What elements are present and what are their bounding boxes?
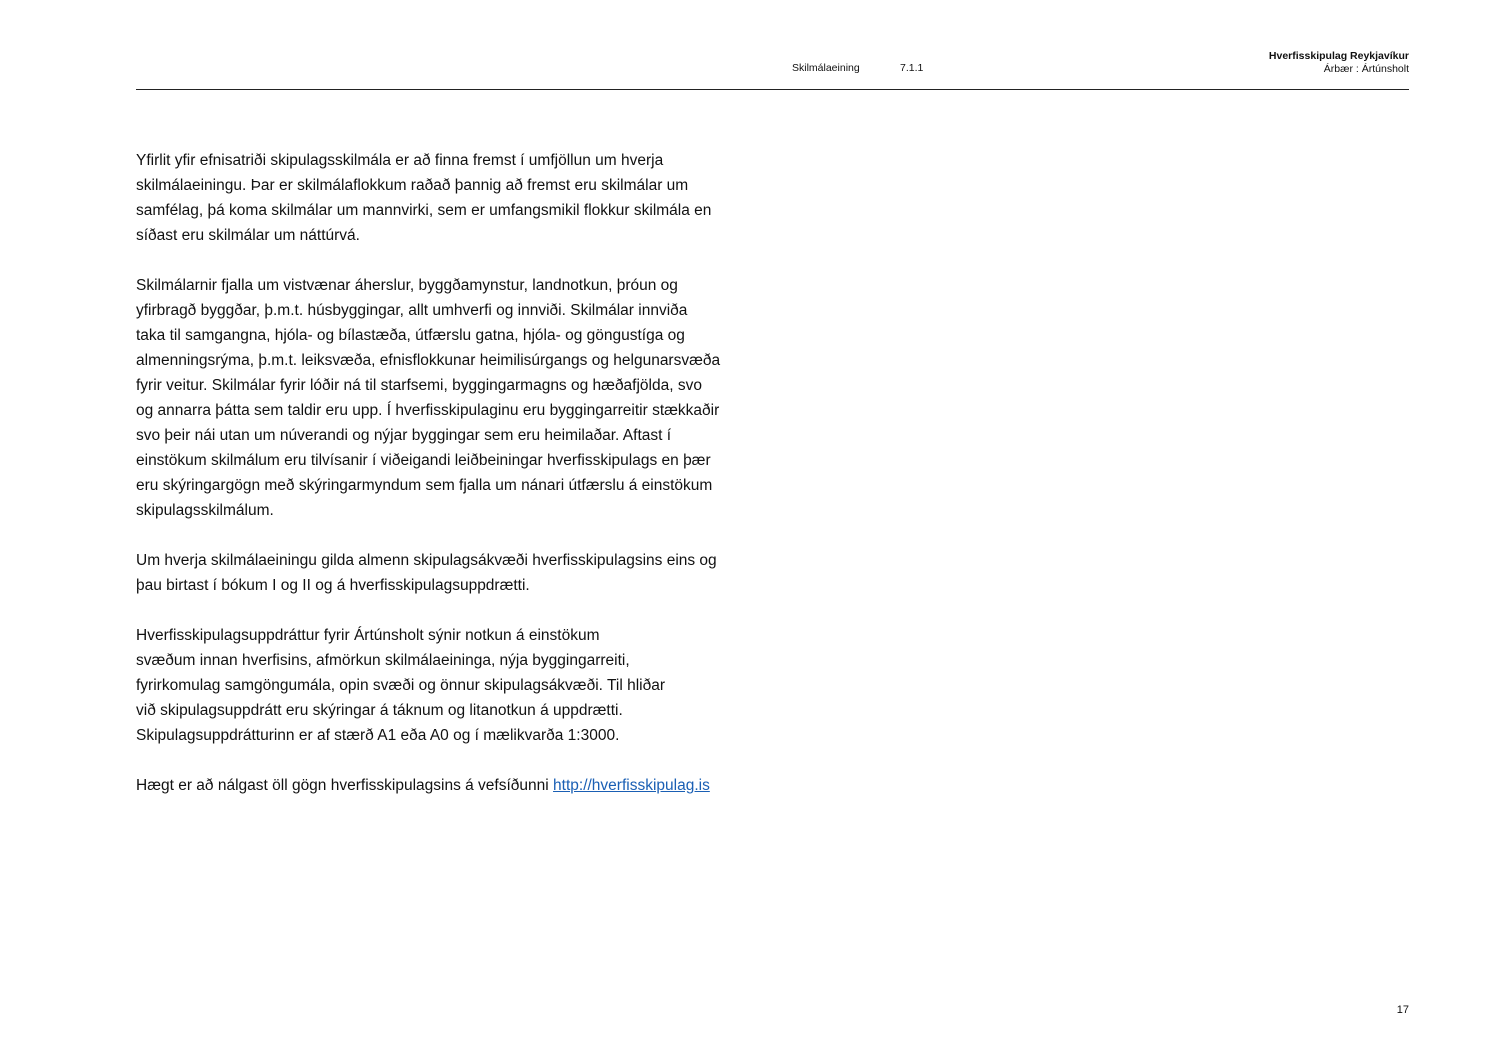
text-line: fyrir veitur. Skilmálar fyrir lóðir ná til starfsemi, byggingarmagns og hæðafjölda, svo [136, 377, 702, 394]
text-line: skilmálaeiningu. Þar er skilmálaflokkum raðað þannig að fremst eru skilmálar um [136, 177, 689, 194]
document-subtitle: Árbær : Ártúnsholt [1323, 63, 1409, 75]
text-line: Um hverja skilmálaeiningu gilda almenn skipulagsákvæði hverfisskipulagsins eins og [136, 552, 717, 569]
header-document-info [1269, 50, 1409, 76]
body-text [136, 148, 776, 823]
paragraph-with-link [136, 773, 776, 798]
header-divider [136, 89, 1409, 90]
paragraph [136, 273, 776, 523]
text-line: eru skýringargögn með skýringarmyndum sem fjalla um nánari útfærslu á einstökum [136, 477, 713, 494]
text-line: Skipulagsuppdrátturinn er af stærð A1 eða A0 og í mælikvarða 1:3000. [136, 727, 620, 744]
website-link[interactable]: http://hverfisskipulag.is [553, 777, 710, 794]
paragraph [136, 623, 776, 748]
paragraph [136, 548, 776, 598]
text-line: Yfirlit yfir efnisatriði skipulagsskilmála er að finna fremst í umfjöllun um hverja [136, 152, 664, 169]
text-line: þau birtast í bókum I og II og á hverfisskipulagsuppdrætti. [136, 577, 530, 594]
text-line: yfirbragð byggðar, þ.m.t. húsbyggingar, allt umhverfi og innviði. Skilmálar innviða [136, 302, 688, 319]
text-line: skipulagsskilmálum. [136, 502, 274, 519]
text-line: samfélag, þá koma skilmálar um mannvirki, sem er umfangsmikil flokkur skilmála en [136, 202, 712, 219]
text-line: síðast eru skilmálar um náttúrvá. [136, 227, 360, 244]
text-line: svo þeir nái utan um núverandi og nýjar byggingar sem eru heimilaðar. Aftast í [136, 427, 672, 444]
text-line: almenningsrýma, þ.m.t. leiksvæða, efnisflokkunar heimilisúrgangs og helgunarsvæða [136, 352, 721, 369]
header-section-number: 7.1.1 [900, 62, 924, 74]
page-number: 17 [1396, 1004, 1409, 1016]
text-line: einstökum skilmálum eru tilvísanir í viðeigandi leiðbeiningar hverfisskipulags en þær [136, 452, 711, 469]
text-line: taka til samgangna, hjóla- og bílastæða, útfærslu gatna, hjóla- og göngustíga og [136, 327, 685, 344]
paragraph [136, 148, 776, 248]
link-intro-text: Hægt er að nálgast öll gögn hverfisskipulagsins á vefsíðunni [136, 777, 554, 794]
document-title: Hverfisskipulag Reykjavíkur [1268, 50, 1409, 62]
text-line [136, 773, 776, 798]
text-line: og annarra þátta sem taldir eru upp. Í hverfisskipulaginu eru byggingarreitir stækkaðir [136, 402, 720, 419]
header-section-label: Skilmálaeining [792, 62, 860, 74]
text-line: svæðum innan hverfisins, afmörkun skilmálaeininga, nýja byggingarreiti, [136, 652, 630, 669]
text-line: við skipulagsuppdrátt eru skýringar á táknum og litanotkun á uppdrætti. [136, 702, 623, 719]
text-line: fyrirkomulag samgöngumála, opin svæði og önnur skipulagsákvæði. Til hliðar [136, 677, 665, 694]
text-line: Skilmálarnir fjalla um vistvænar áherslur, byggðamynstur, landnotkun, þróun og [136, 277, 678, 294]
text-line: Hverfisskipulagsuppdráttur fyrir Ártúnsholt sýnir notkun á einstökum [136, 627, 600, 644]
